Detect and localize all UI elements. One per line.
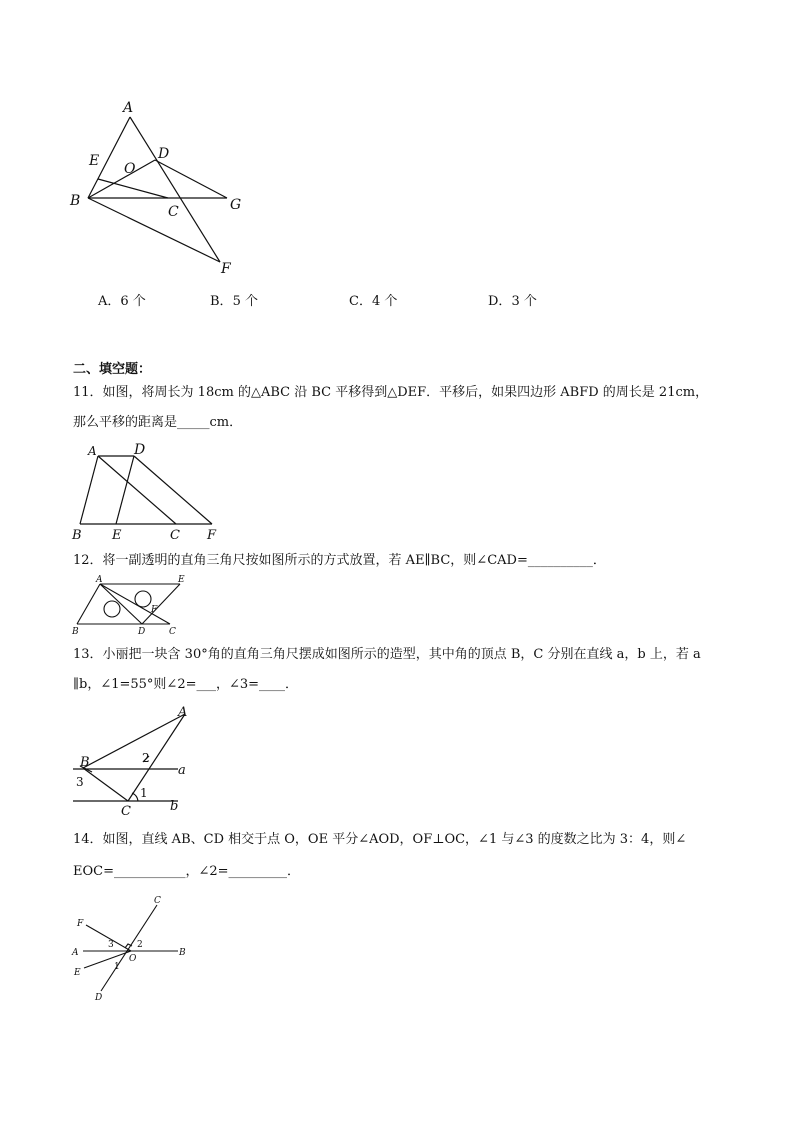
option-letter: D． — [488, 294, 512, 309]
label-2: 2 — [142, 751, 150, 765]
label-D: D — [95, 993, 103, 1003]
label-1: 1 — [114, 962, 120, 972]
q11-line1: 11．如图，将周长为 18cm 的△ABC 沿 BC 平移得到△DEF．平移后，如果四边形 ABFD 的周长是 21cm， — [73, 385, 709, 400]
section-heading: 二、填空题： — [73, 362, 152, 377]
q11-line2: 那么平移的距离是_____cm． — [73, 415, 243, 430]
option-text: 4 个 — [371, 294, 398, 309]
label-B: B — [70, 193, 81, 209]
label-O: O — [129, 954, 137, 964]
label-b: b — [170, 799, 179, 814]
option-letter: C． — [349, 294, 372, 309]
label-D: D — [138, 627, 146, 637]
label-A: A — [96, 575, 103, 585]
label-a: a — [178, 763, 186, 778]
q13-line1: 13．小丽把一块含 30°角的直角三角尺摆成如图所示的造型，其中角的顶点 B，C 分别在直线 a，b 上，若 a — [73, 647, 701, 662]
q12-line1: 12．将一副透明的直角三角尺按如图所示的方式放置，若 AE∥BC，则∠CAD=__________． — [73, 553, 606, 568]
label-E: E — [178, 575, 185, 585]
label-B: B — [72, 627, 79, 637]
option-letter: B． — [210, 294, 233, 309]
label-B: B — [72, 528, 82, 543]
label-D: D — [134, 442, 146, 458]
q14-line1: 14．如图，直线 AB、CD 相交于点 O，OE 平分∠AOD，OF⊥OC，∠1 与∠3 的度数之比为 3：4，则∠ — [73, 832, 687, 847]
option-text: 5 个 — [232, 294, 258, 309]
label-F: F — [207, 528, 217, 543]
label-C: C — [168, 204, 179, 220]
q13-line2: ∥b，∠1=55°则∠2=___，∠3=____． — [73, 677, 299, 692]
label-3: 3 — [76, 775, 84, 789]
label-1: 1 — [140, 786, 148, 800]
label-E: E — [89, 153, 100, 169]
label-F: F — [221, 261, 231, 277]
label-C: C — [154, 896, 161, 906]
label-A: A — [88, 444, 97, 458]
option-text: 3 个 — [511, 294, 537, 309]
label-F: F — [151, 605, 158, 615]
label-C: C — [170, 528, 180, 543]
label-D: D — [158, 146, 170, 162]
option-text: 6 个 — [120, 294, 146, 309]
label-G: G — [230, 197, 242, 213]
label-E: E — [112, 528, 122, 543]
label-A: A — [123, 100, 134, 116]
label-3: 3 — [108, 940, 114, 950]
label-E: E — [74, 968, 81, 978]
label-F: F — [77, 919, 84, 929]
label-O: O — [124, 161, 136, 177]
label-C: C — [169, 627, 176, 637]
label-A: A — [178, 705, 188, 720]
label-2: 2 — [137, 940, 143, 950]
label-C: C — [121, 804, 131, 819]
option-letter: A． — [98, 294, 121, 309]
label-B: B — [80, 755, 90, 770]
label-A: A — [72, 948, 79, 958]
label-B: B — [179, 948, 186, 958]
q14-line2: EOC=___________，∠2=_________． — [73, 864, 301, 879]
